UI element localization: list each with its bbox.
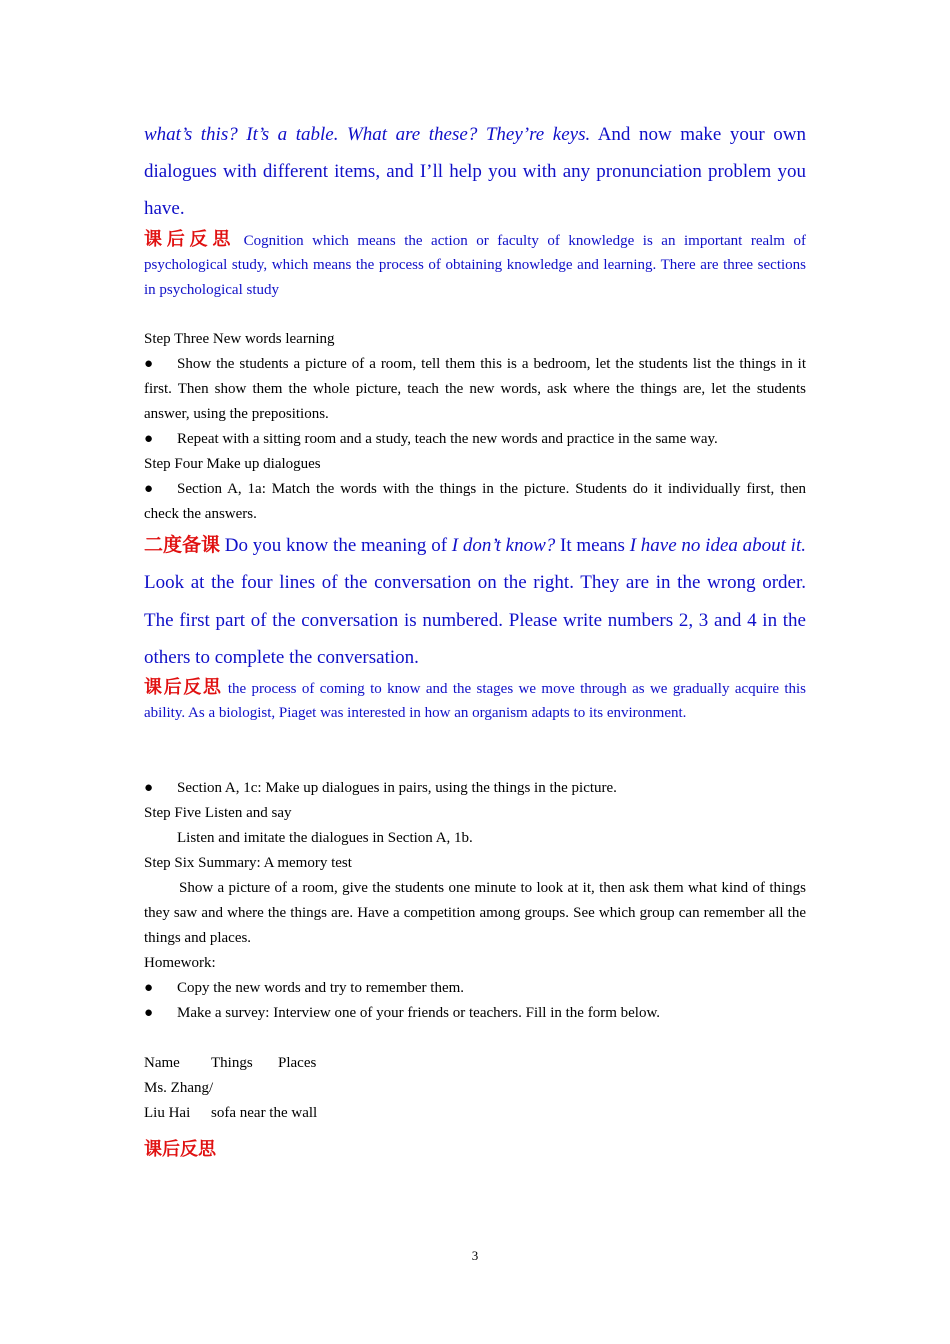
step-five-text: Listen and imitate the dialogues in Section A, 1b.	[177, 829, 473, 846]
bullet-text: Section A, 1c: Make up dialogues in pairs, using the things in the picture.	[177, 779, 617, 796]
reflection-3	[144, 1138, 806, 1164]
bullet-item	[144, 352, 806, 427]
bullet-item	[144, 776, 806, 801]
bullet-icon: ●	[144, 481, 154, 498]
form-cell-thing: sofa	[211, 1104, 236, 1121]
form-row	[144, 1076, 806, 1101]
form-header-name: Name	[144, 1054, 180, 1071]
reflection-label: 课后反思	[144, 676, 223, 698]
spacer	[144, 1026, 806, 1051]
form-header-row	[144, 1051, 806, 1076]
spacer	[144, 302, 806, 327]
paragraph-text: It means	[555, 535, 630, 557]
bullet-item	[144, 427, 806, 452]
bullet-icon: ●	[144, 779, 154, 796]
italic-phrase: I don’t know?	[451, 535, 556, 557]
spacer	[144, 726, 806, 776]
reflection-label: 课后反思	[144, 1138, 216, 1160]
bullet-icon: ●	[144, 979, 154, 996]
step-six-title: Step Six Summary: A memory test	[144, 854, 352, 871]
document-page	[144, 116, 806, 1163]
homework-title: Homework:	[144, 954, 216, 971]
bullet-text: Repeat with a sitting room and a study, teach the new words and practice in the same way.	[177, 431, 718, 448]
reflection-label: 课后反思	[144, 228, 236, 250]
paragraph-dialogue-instructions	[144, 116, 806, 228]
bullet-item	[144, 1001, 806, 1026]
bullet-icon: ●	[144, 1004, 154, 1021]
bullet-icon: ●	[144, 356, 154, 373]
form-header-things: Things	[211, 1054, 253, 1071]
page-number: 3	[471, 1248, 479, 1263]
form-header-places: Places	[278, 1054, 317, 1071]
bullet-text: Copy the new words and try to remember them.	[177, 979, 465, 996]
second-prep-label: 二度备课	[144, 534, 221, 557]
second-preparation	[144, 527, 806, 676]
bullet-text: Section A, 1a: Match the words with the things in the picture. Students do it individually first, then check the answers.	[144, 481, 806, 523]
bullet-text: Show the students a picture of a room, tell them this is a bedroom, let the students list the things in it first. Then show them the whole picture, teach the new words, ask where the things are, let the students answer, using the prepositions.	[144, 356, 806, 423]
reflection-text: Cognition which means the action or faculty of knowledge is an important realm of psychological study, which means the process of obtaining knowledge and learning. There are three sections in psychological study	[144, 232, 806, 298]
spacer	[144, 1126, 806, 1138]
survey-form	[144, 1051, 806, 1126]
paragraph-text: And now make your own dialogues with different items, and I’ll help you with any pronunciation problem you have.	[144, 124, 806, 220]
bullet-icon: ●	[144, 431, 154, 448]
form-cell-name: Ms. Zhang/	[144, 1079, 214, 1096]
step-three-title: Step Three New words learning	[144, 331, 335, 348]
bullet-item	[144, 976, 806, 1001]
step-five-title: Step Five Listen and say	[144, 804, 292, 821]
step-four-title: Step Four Make up dialogues	[144, 456, 321, 473]
italic-phrase: I have no idea about it.	[629, 535, 806, 557]
form-cell-place: near the wall	[239, 1104, 318, 1121]
paragraph-text: Do you know the meaning of	[220, 535, 452, 557]
step-six-text: Show a picture of a room, give the students one minute to look at it, then ask them what kind of things they saw and where the things are. Have a competition among groups. See which group can remember all the things and places.	[144, 879, 806, 946]
bullet-item	[144, 477, 806, 527]
form-row	[144, 1101, 806, 1126]
italic-example-dialogue: what’s this? It’s a table. What are these? They’re keys.	[144, 124, 591, 145]
bullet-text: Make a survey: Interview one of your friends or teachers. Fill in the form below.	[177, 1004, 661, 1021]
reflection-2	[144, 676, 806, 726]
reflection-1	[144, 228, 806, 303]
reflection-text: the process of coming to know and the stages we move through as we gradually acquire this ability. As a biologist, Piaget was interested in how an organism adapts to its environment.	[144, 680, 807, 722]
form-cell-name: Liu Hai	[144, 1104, 191, 1121]
paragraph-text: Look at the four lines of the conversation on the right. They are in the wrong order. The first part of the conversation is numbered. Please write numbers 2, 3 and 4 in the others to complete the conversation.	[144, 572, 806, 668]
